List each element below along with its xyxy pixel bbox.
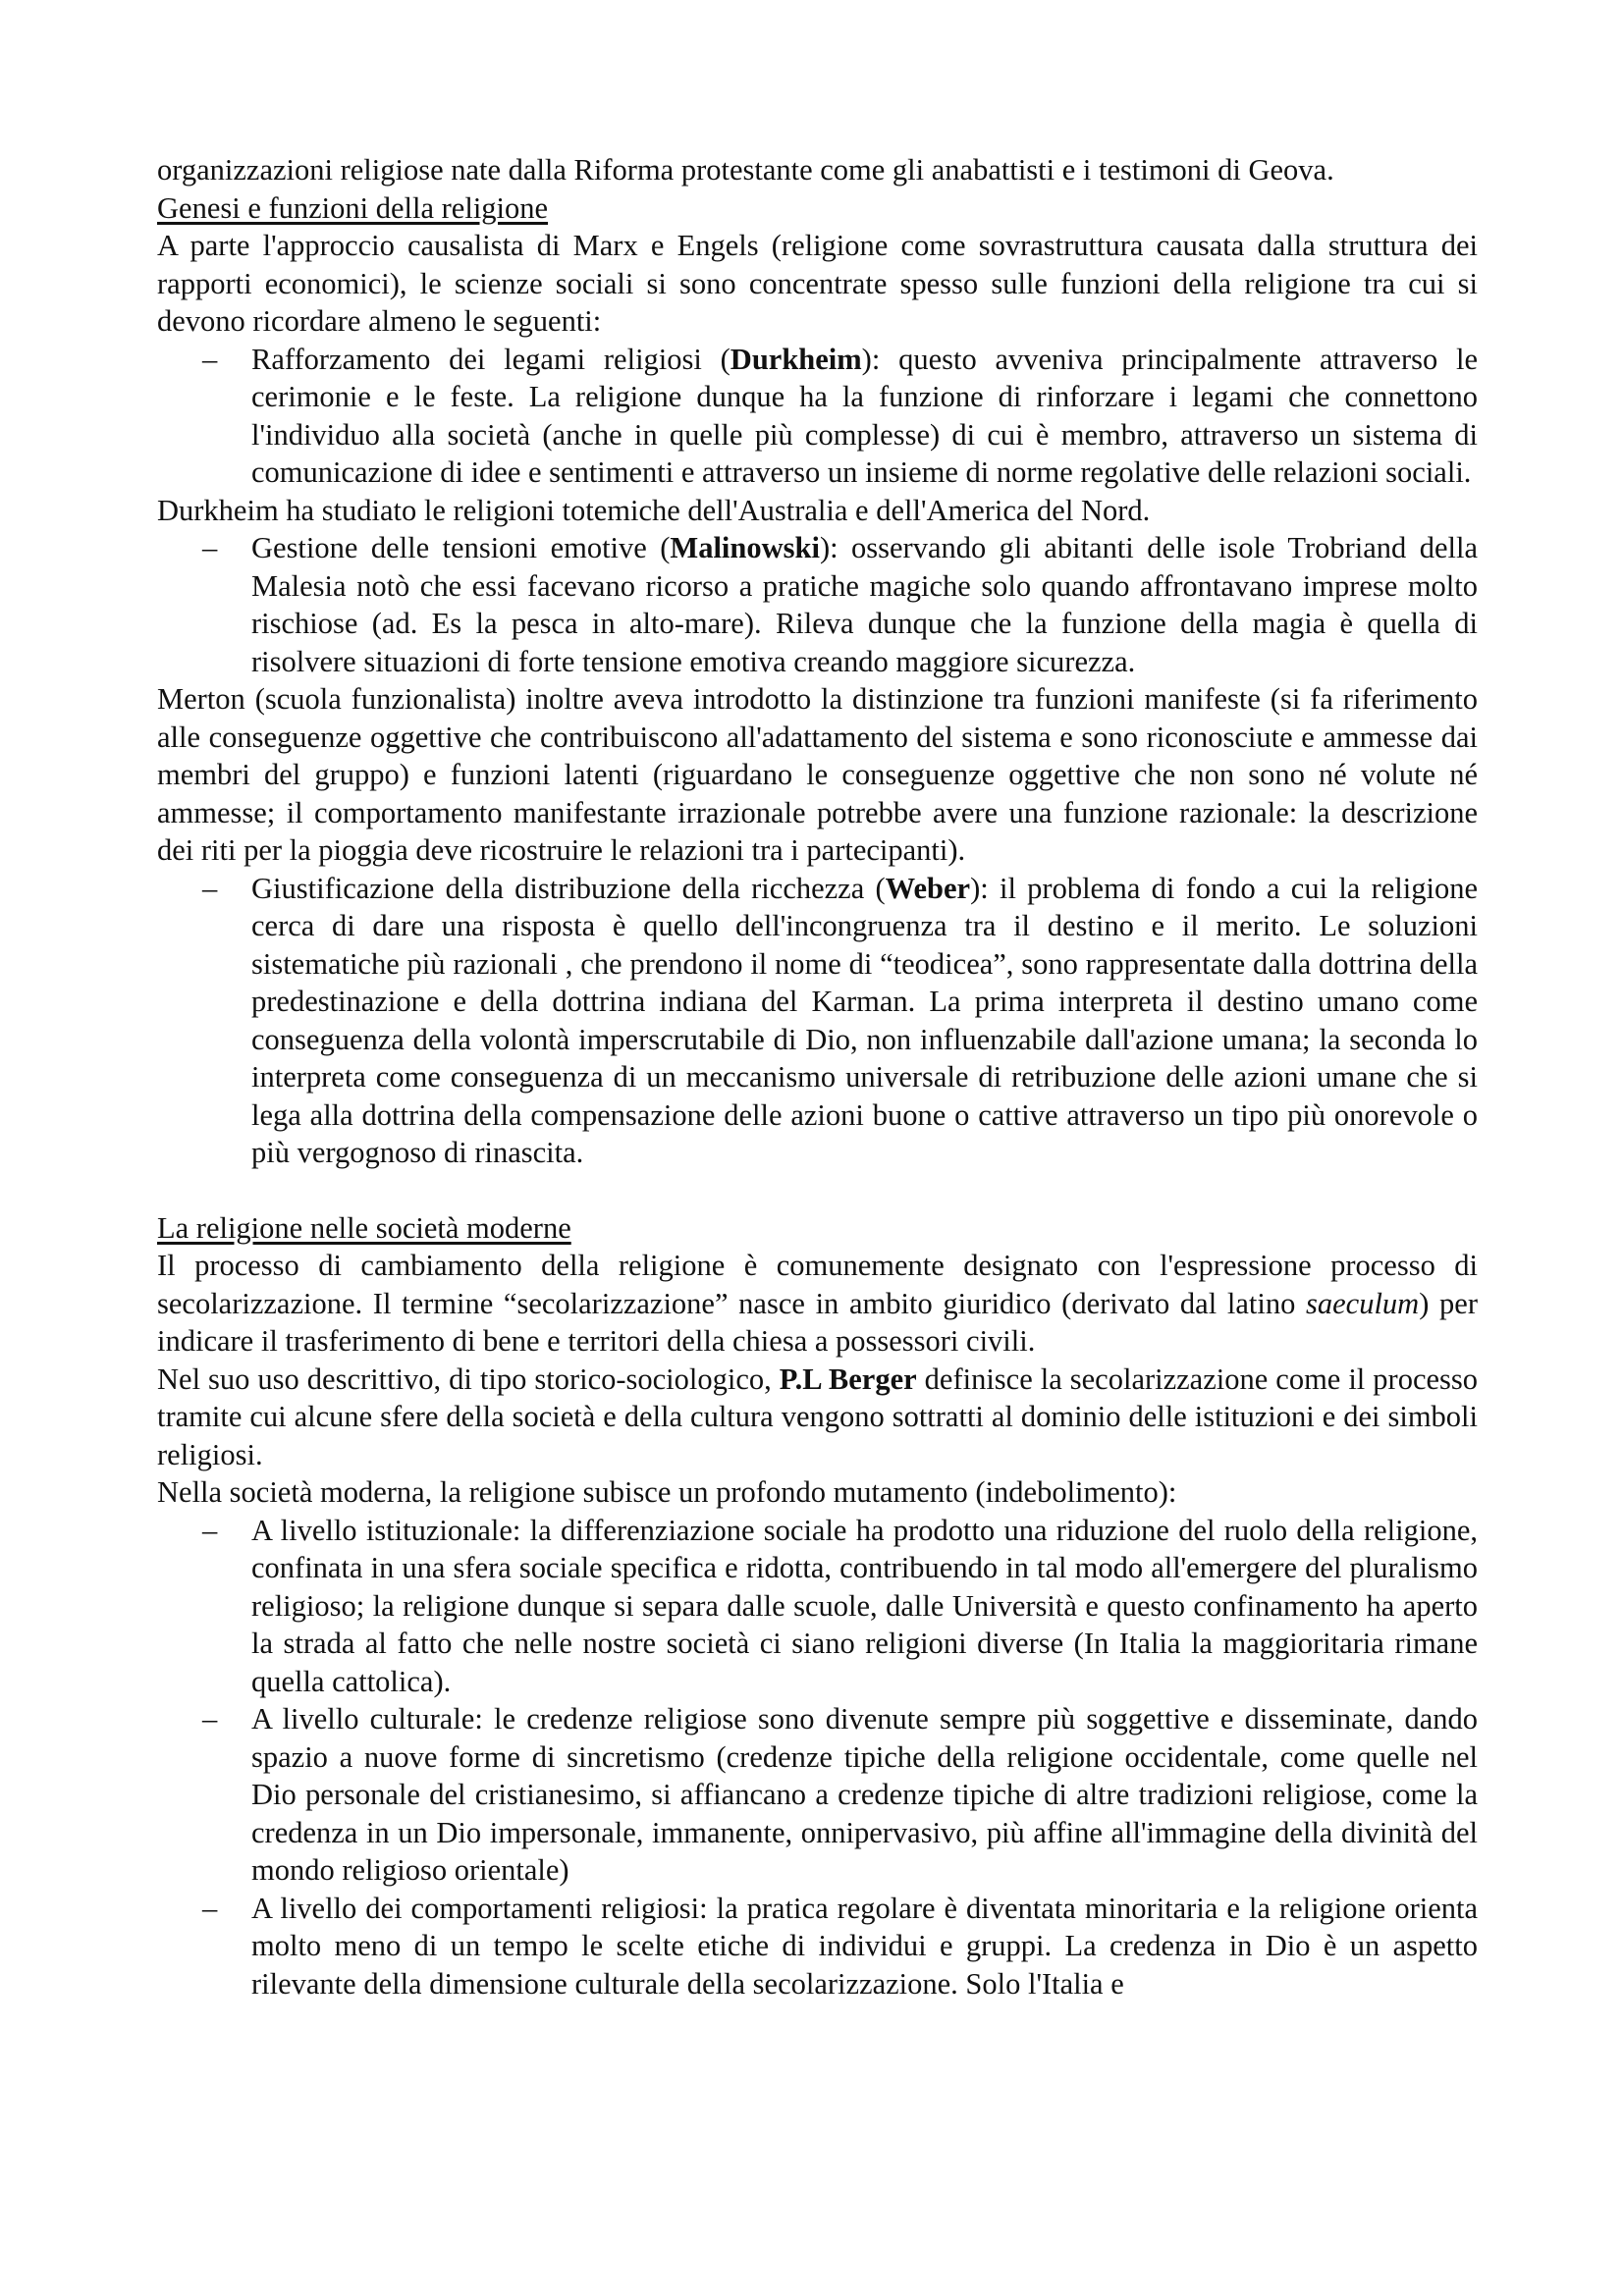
dash-bullet-icon: – xyxy=(202,1891,218,1925)
bullet-item-weber xyxy=(157,870,1478,1172)
bullet-text: A livello culturale: le credenze religiose sono divenute sempre più soggettive e disseminate, dando spazio a nuove forme di sincretismo (credenze tipiche della religione occidentale, come quelle nel Dio personale del cristianesimo, si affiancano a credenze tipiche di altre tradizioni religiose, come la credenza in un Dio impersonale, immanente, onnipervasivo, più affine all'immagine della divinità del mondo religioso orientale) xyxy=(251,1702,1478,1887)
page-content xyxy=(157,151,1478,2002)
bold-name-malinowski: Malinowski xyxy=(670,531,820,564)
paragraph-intro-functions: A parte l'approccio causalista di Marx e Engels (religione come sovrastruttura causata dalla struttura dei rapporti economici), le scienze sociali si sono concentrate spesso sulle funzioni della religione tra cui si devono ricordare almeno le seguenti: xyxy=(157,229,1478,338)
dash-bullet-icon: – xyxy=(202,1702,218,1735)
paragraph-text: definisce la secolarizzazione come il processo tramite cui alcune sfere della società e della cultura vengono sottratti al dominio delle istituzioni e dei simboli religiosi. xyxy=(157,1362,1479,1471)
paragraph-secolarizzazione xyxy=(157,1247,1478,1361)
bullet-list-functions-2 xyxy=(157,529,1478,680)
bold-name-berger: P.L Berger xyxy=(779,1362,917,1396)
dash-bullet-icon: – xyxy=(202,871,218,905)
paragraph-text: Nel suo uso descrittivo, di tipo storico-sociologico, xyxy=(157,1362,780,1396)
bullet-item-culturale xyxy=(157,1700,1478,1890)
paragraph-text: Il processo di cambiamento della religione è comunemente designato con l'espressione processo di secolarizzazione. Il termine “secolarizzazione” nasce in ambito giuridico (derivato dal latino xyxy=(157,1249,1478,1320)
bullet-text: ): questo avveniva principalmente attraverso le cerimonie e le feste. La religione dunque ha la funzione di rinforzare i legami che connettono l'individuo alla società (anche in quelle più complesse) di cui è membro, attraverso un sistema di comunicazione di idee e sentimenti e attraverso un insieme di norme regolative delle relazioni sociali. xyxy=(251,342,1479,489)
bullet-text: Rafforzamento dei legami religiosi ( xyxy=(251,342,730,376)
section-heading-moderne: La religione nelle società moderne xyxy=(157,1210,571,1245)
dash-bullet-icon: – xyxy=(202,1513,218,1547)
section-heading-genesi: Genesi e funzioni della religione xyxy=(157,190,549,225)
bold-name-durkheim: Durkheim xyxy=(730,342,862,376)
dash-bullet-icon: – xyxy=(202,342,218,376)
paragraph-continuation: organizzazioni religiose nate dalla Riforma protestante come gli anabattisti e i testimoni di Geova. xyxy=(157,153,1334,187)
bullet-text: Giustificazione della distribuzione della ricchezza ( xyxy=(251,871,886,905)
bullet-text: ): osservando gli abitanti delle isole Trobriand della Malesia notò che essi facevano ricorso a pratiche magiche solo quando affrontavano imprese molto rischiose (ad. Es la pesca in alto-mare). Rileva dunque che la funzione della magia è quella di risolvere situazioni di forte tensione emotiva creando maggiore sicurezza. xyxy=(251,531,1478,678)
bullet-item-malinowski xyxy=(157,529,1478,680)
bullet-item-istituzionale xyxy=(157,1512,1478,1701)
blank-line xyxy=(157,1172,1478,1209)
bold-name-weber: Weber xyxy=(885,871,971,905)
italic-term-saeculum: saeculum xyxy=(1306,1286,1420,1320)
bullet-item-durkheim xyxy=(157,341,1478,492)
bullet-item-comportamenti xyxy=(157,1890,1478,2003)
bullet-list-functions-1 xyxy=(157,341,1478,492)
bullet-text: Gestione delle tensioni emotive ( xyxy=(251,531,671,564)
paragraph-merton: Merton (scuola funzionalista) inoltre aveva introdotto la distinzione tra funzioni manifeste (si fa riferimento alle conseguenze oggettive che contribuiscono all'adattamento del sistema e sono riconosciute e ammesse dai membri del gruppo) e funzioni latenti (riguardano le conseguenze oggettive che non sono né volute né ammesse; il comportamento manifestante irrazionale potrebbe avere una funzione razionale: la descrizione dei riti per la pioggia deve ricostruire le relazioni tra i partecipanti). xyxy=(157,682,1478,867)
paragraph-text: ) per indicare il trasferimento di bene e territori della chiesa a possessori civili. xyxy=(157,1286,1478,1358)
paragraph-modern-society: Nella società moderna, la religione subisce un profondo mutamento (indebolimento): xyxy=(157,1475,1177,1509)
dash-bullet-icon: – xyxy=(202,531,218,564)
paragraph-berger xyxy=(157,1361,1478,1474)
bullet-text: A livello istituzionale: la differenziazione sociale ha prodotto una riduzione del ruolo della religione, confinata in una sfera sociale specifica e ridotta, contribuendo in tal modo all'emergere del pluralismo religioso; la religione dunque si separa dalle scuole, dalle Università e questo confinamento ha aperto la strada al fatto che nelle nostre società ci siano religioni diverse (In Italia la maggioritaria rimane quella cattolica). xyxy=(251,1513,1478,1698)
bullet-text: ): il problema di fondo a cui la religione cerca di dare una risposta è quello dell'incongruenza tra il destino e il merito. Le soluzioni sistematiche più razionali , che prendono il nome di “teodicea”, sono rappresentate dalla dottrina della predestinazione e della dottrina indiana del Karman. La prima interpreta il destino umano come conseguenza della volontà imperscrutabile di Dio, non influenzabile dall'azione umana; la seconda lo interpreta come conseguenza di un meccanismo universale di retribuzione delle azioni umane che si lega alla dottrina della compensazione delle azioni buone o cattive attraverso un tipo più onorevole o più vergognoso di rinascita. xyxy=(251,871,1478,1169)
bullet-list-functions-3 xyxy=(157,870,1478,1172)
bullet-list-levels xyxy=(157,1512,1478,2003)
bullet-text: A livello dei comportamenti religiosi: la pratica regolare è diventata minoritaria e la religione orienta molto meno di un tempo le scelte etiche di individui e gruppi. La credenza in Dio è un aspetto rilevante della dimensione culturale della secolarizzazione. Solo l'Italia e xyxy=(251,1891,1478,2001)
paragraph-durkheim-note: Durkheim ha studiato le religioni totemiche dell'Australia e dell'America del Nord. xyxy=(157,493,1151,527)
